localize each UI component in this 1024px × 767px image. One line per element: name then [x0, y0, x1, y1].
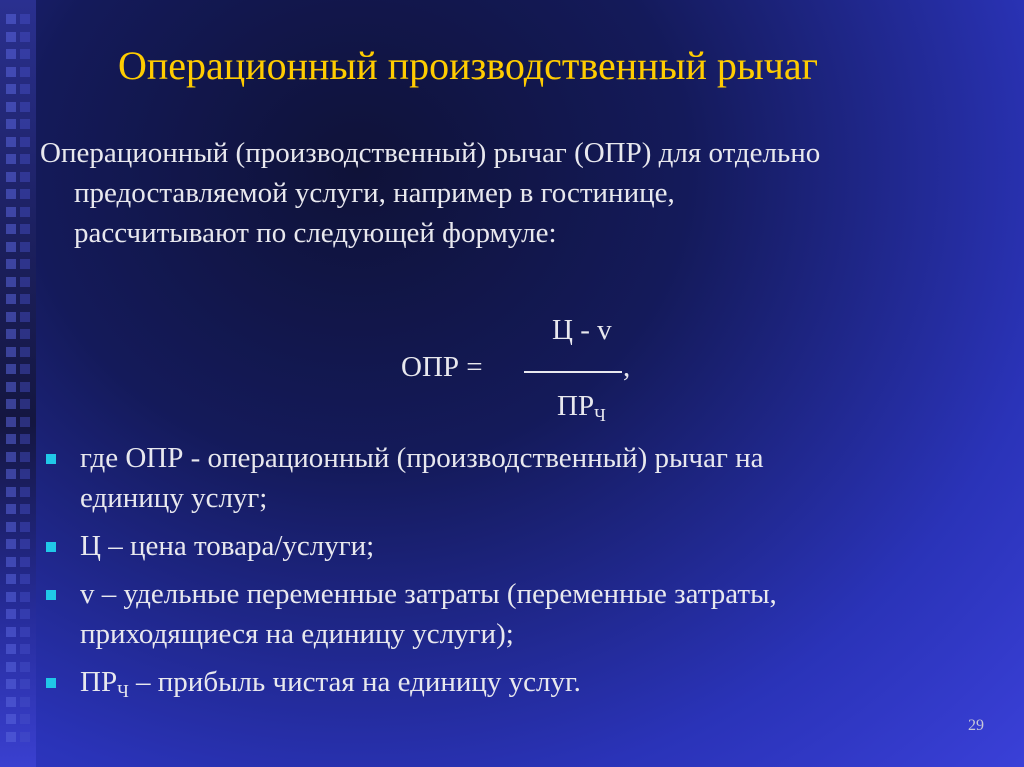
intro-line: предоставляемой услуги, например в гостинице, — [74, 177, 675, 209]
definitions-list — [40, 438, 1000, 719]
intro-line: Операционный (производственный) рычаг (ОПР) для отдельно — [40, 137, 821, 169]
decorative-squares — [6, 14, 16, 749]
list-item-text: Ц – цена товара/услуги; — [80, 530, 375, 562]
bullet-icon — [46, 542, 56, 552]
list-item — [40, 526, 1000, 566]
page-number: 29 — [968, 717, 984, 734]
list-item — [40, 662, 1000, 711]
list-item-text: где ОПР - операционный (производственный) рычаг на — [80, 442, 764, 474]
slide-title: Операционный производственный рычаг — [118, 43, 819, 88]
decorative-squares-2 — [20, 14, 30, 749]
formula-denominator — [557, 388, 606, 433]
list-item-text: – прибыль чистая на единицу услуг. — [128, 666, 581, 698]
denominator-main: ПР — [557, 390, 595, 422]
list-item — [40, 438, 1000, 518]
intro-line: рассчитывают по следующей формуле: — [74, 217, 557, 249]
intro-paragraph — [40, 133, 1000, 253]
list-item-text: приходящиеся на единицу услуги); — [80, 618, 514, 650]
list-item-text: единицу услуг; — [80, 482, 268, 514]
formula-fraction-bar — [524, 371, 622, 373]
formula-lhs: ОПР = — [401, 351, 483, 383]
list-item-text: v – удельные переменные затраты (переменные затраты, — [80, 578, 777, 610]
bullet-icon — [46, 590, 56, 600]
list-item — [40, 574, 1000, 654]
denominator-subscript: Ч — [594, 405, 606, 425]
bullet-icon — [46, 678, 56, 688]
formula-numerator: Ц - v — [552, 314, 612, 346]
list-item-subscript: Ч — [117, 681, 129, 701]
formula-comma: , — [623, 351, 631, 383]
bullet-icon — [46, 454, 56, 464]
list-item-prefix: ПР — [80, 666, 118, 698]
